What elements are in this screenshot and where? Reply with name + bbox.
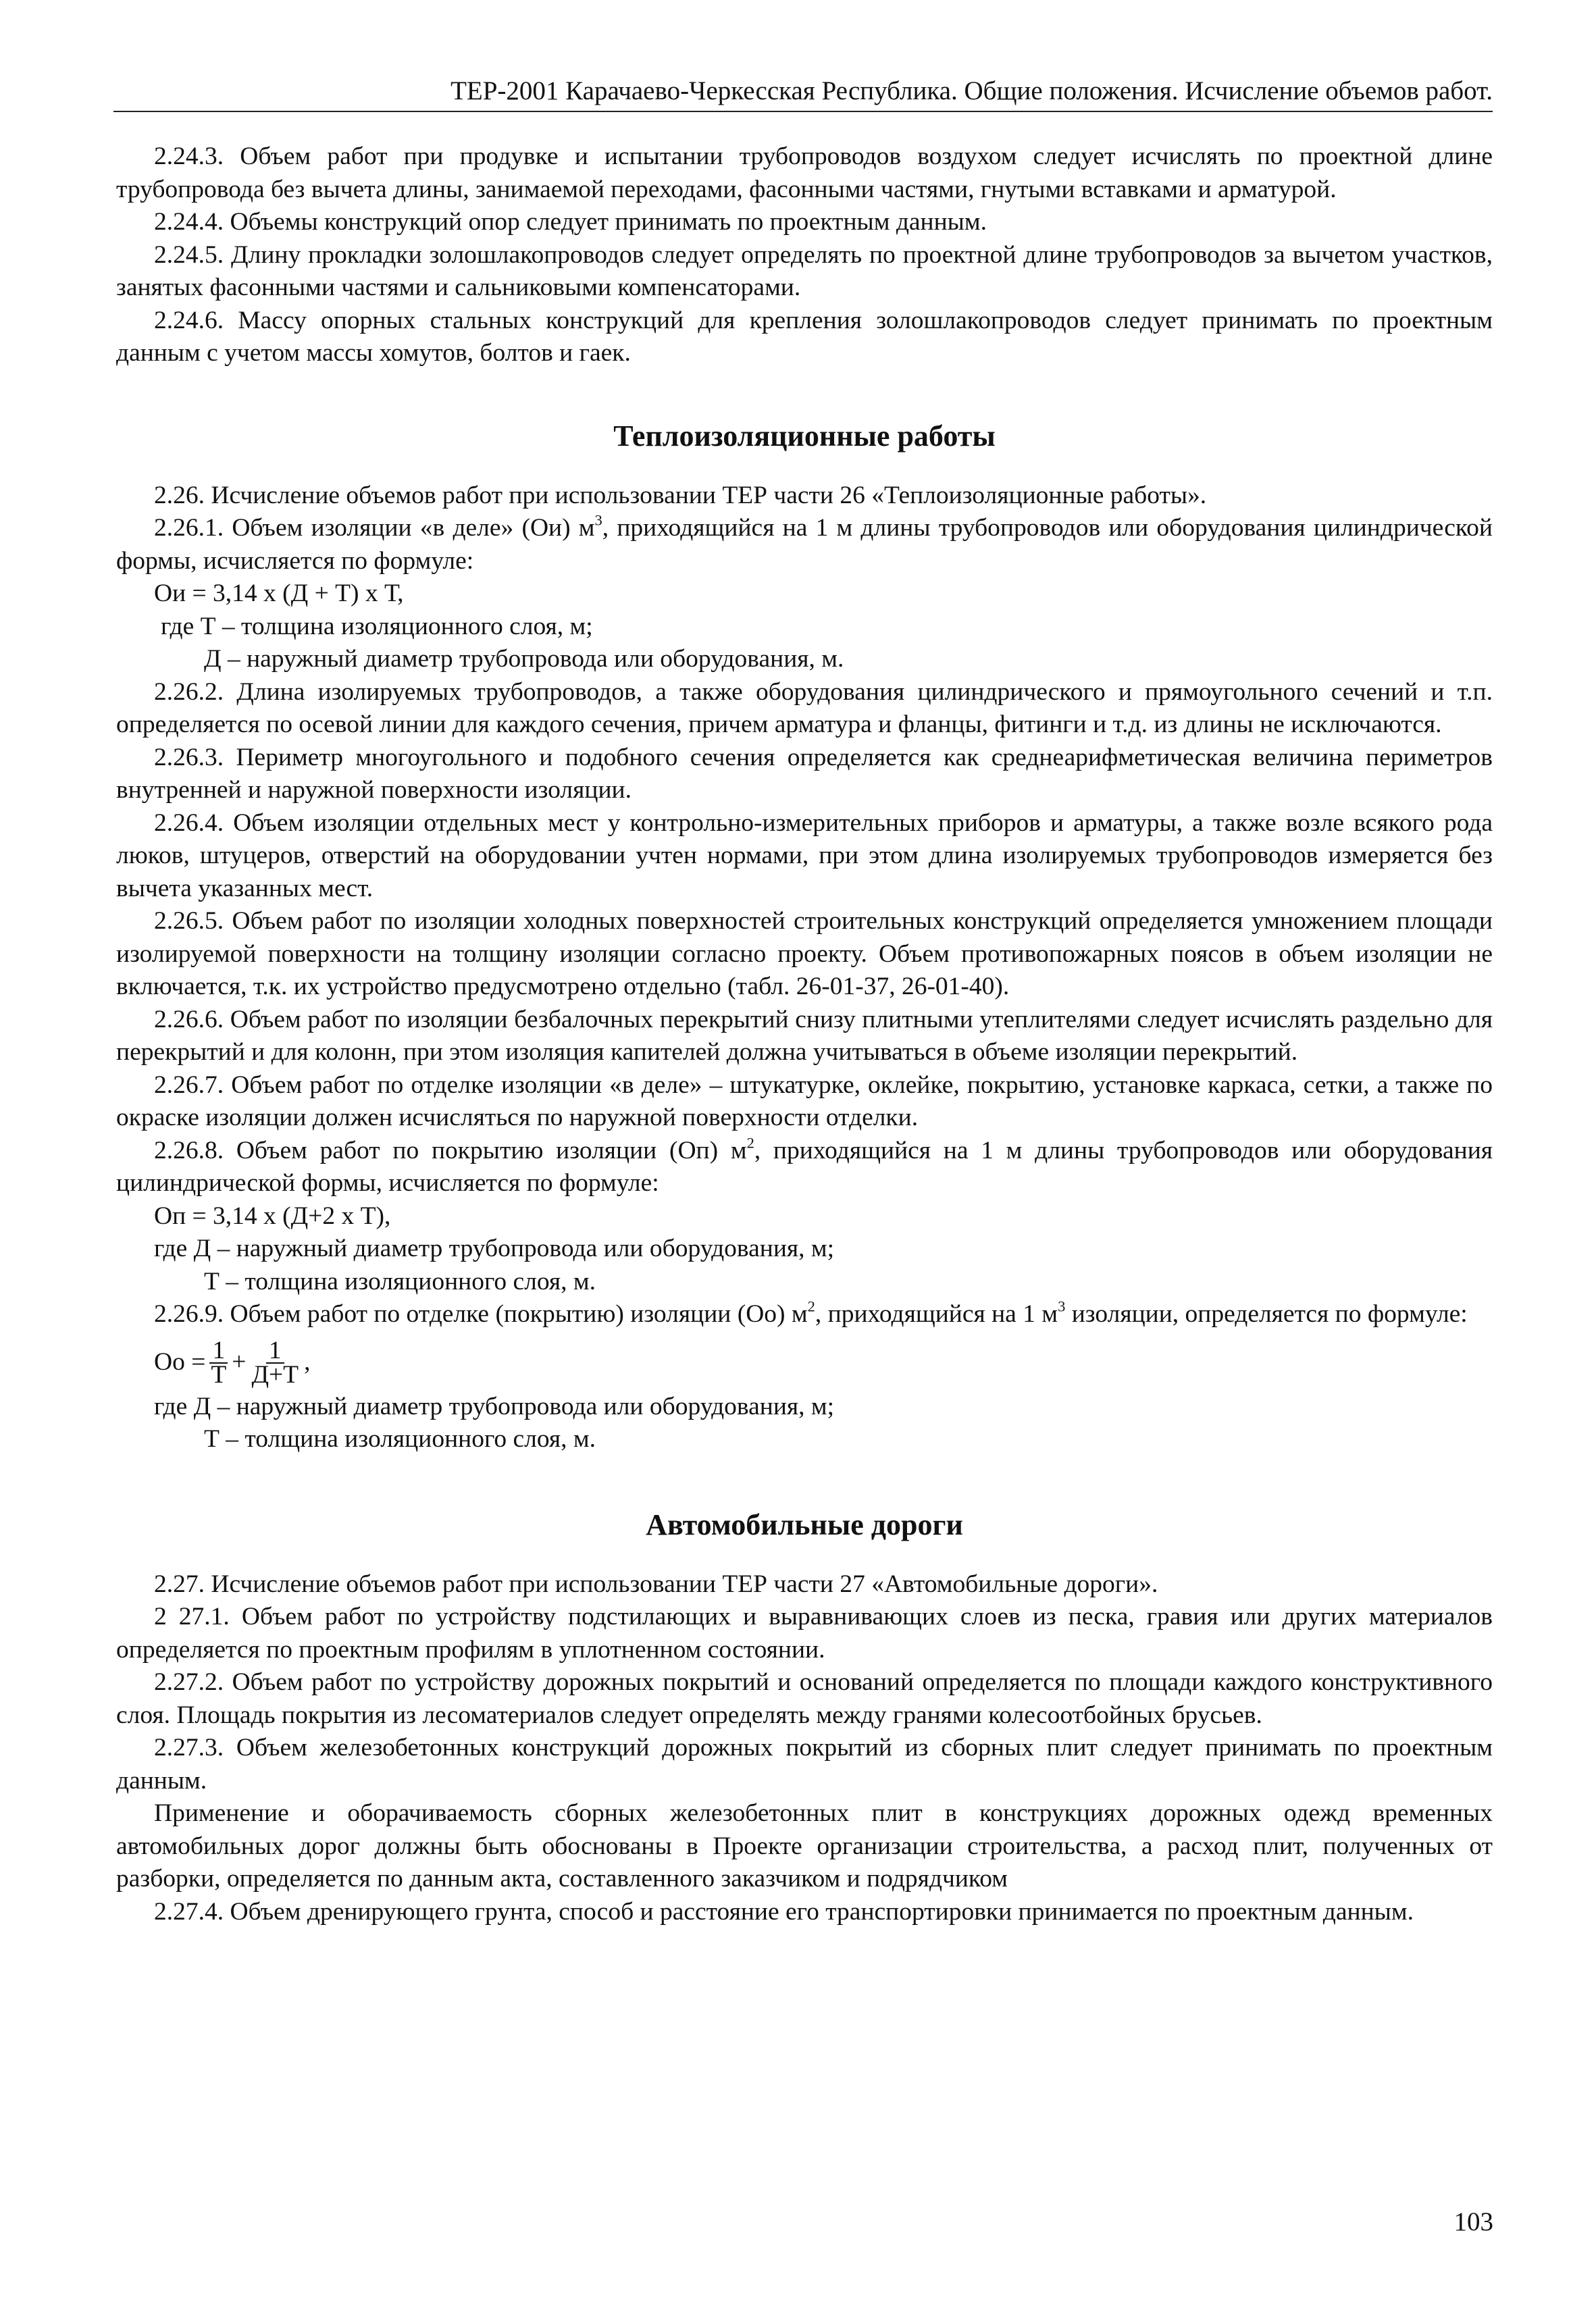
- formula-2: Оп = 3,14 х (Д+2 х Т),: [154, 1202, 391, 1230]
- page-number: 103: [1453, 2207, 1493, 2236]
- paragraph-2-27-2: 2.27.2. Объем работ по устройству дорожных покрытий и оснований определяется по площади каждого конструктивного слоя. Площадь покрытия из лесоматериалов следует определять между гранями колесоотбойных брусьев.: [116, 1668, 1493, 1729]
- formula-1-where-2: Д – наружный диаметр трубопровода или оборудования, м.: [204, 645, 844, 673]
- paragraph-2-27-3: 2.27.3. Объем железобетонных конструкций дорожных покрытий из сборных плит следует принимать по проектным данным.: [116, 1734, 1493, 1795]
- paragraph-2-26-4: 2.26.4. Объем изоляции отдельных мест у контрольно-измерительных приборов и арматуры, а также возле всякого рода люков, штуцеров, отверстий на оборудовании учтен нормами, при этом длина изолируемых трубопроводов измеряется без вычета указанных мест.: [116, 808, 1493, 902]
- paragraph-2-24-5: 2.24.5. Длину прокладки золошлакопроводов следует определять по проектной длине трубопроводов за вычетом участков, занятых фасонными частями и сальниковыми компенсаторами.: [116, 240, 1493, 301]
- paragraph-2-24-6: 2.24.6. Массу опорных стальных конструкций для крепления золошлакопроводов следует принимать по проектным данным с учетом массы хомутов, болтов и гаек.: [116, 306, 1493, 367]
- formula-3: [116, 1335, 1493, 1391]
- paragraph-2-26: 2.26. Исчисление объемов работ при использовании ТЕР части 26 «Теплоизоляционные работы».: [154, 481, 1207, 509]
- fraction-2: [249, 1336, 301, 1389]
- text-run: 2.26.8. Объем работ по покрытию изоляции (Оп) м: [154, 1136, 747, 1164]
- text-run: , приходящийся на 1 м: [815, 1300, 1058, 1328]
- formula-3-where-2: Т – толщина изоляционного слоя, м.: [204, 1425, 596, 1453]
- paragraph-2-27-3-continued: Применение и оборачиваемость сборных железобетонных плит в конструкциях дорожных одежд временных автомобильных дорог должны быть обоснованы в Проекте организации строительства, а расход плит, полученных от разборки, определяется по данным акта, составленного заказчиком и подрядчиком: [116, 1799, 1493, 1893]
- paragraph-2-24-4: 2.24.4. Объемы конструкций опор следует принимать по проектным данным.: [154, 208, 987, 236]
- paragraph-2-24-3: 2.24.3. Объем работ при продувке и испытании трубопроводов воздухом следует исчислять по проектной длине трубопровода без вычета длины, занимаемой переходами, фасонными частями, гнутыми вставками и арматурой.: [116, 143, 1493, 203]
- fraction-2-denominator: Д+Т: [251, 1360, 299, 1389]
- paragraph-2-26-5: 2.26.5. Объем работ по изоляции холодных поверхностей строительных конструкций определяется умножением площади изолируемой поверхности на толщину изоляции согласно проекту. Объем противопожарных поясов в объем изоляции не включается, т.к. их устройство предусмотрено отдельно (табл. 26-01-37, 26-01-40).: [116, 907, 1493, 1000]
- paragraph-2-26-7: 2.26.7. Объем работ по отделке изоляции «в деле» – штукатурке, оклейке, покрытию, установке каркаса, сетки, а также по окраске изоляции должен исчисляться по наружной поверхности отделки.: [116, 1071, 1493, 1131]
- formula-2-where-1: где Д – наружный диаметр трубопровода или оборудования, м;: [154, 1235, 835, 1262]
- paragraph-2-27-1: 2 27.1. Объем работ по устройству подстилающих и выравнивающих слоев из песка, гравия или других материалов определяется по проектным профилям в уплотненном состоянии.: [116, 1603, 1493, 1664]
- paragraph-2-27: 2.27. Исчисление объемов работ при использовании ТЕР части 27 «Автомобильные дороги».: [154, 1570, 1158, 1598]
- fraction-1-denominator: Т: [211, 1360, 227, 1389]
- section-heading-thermal-insulation: Теплоизоляционные работы: [613, 419, 996, 453]
- fraction-2-numerator: 1: [266, 1339, 284, 1364]
- fraction-1-numerator: 1: [209, 1339, 228, 1364]
- text-run: , приходящийся на 1 м длины трубопроводов или оборудования цилиндрической формы, исчисляется по формуле:: [116, 1136, 1493, 1197]
- text-run: изоляции, определяется по формуле:: [1065, 1300, 1468, 1328]
- running-header: ТЕР-2001 Карачаево-Черкесская Республика. Общие положения. Исчисление объемов работ.: [113, 74, 1493, 112]
- fraction-1: [208, 1336, 229, 1389]
- paragraph-2-26-9: [116, 1298, 1493, 1331]
- paragraph-2-27-4: 2.27.4. Объем дренирующего грунта, способ и расстояние его транспортировки принимается по проектным данным.: [154, 1897, 1414, 1926]
- section-heading-highways: Автомобильные дороги: [646, 1508, 963, 1541]
- superscript: 2: [746, 1133, 754, 1151]
- formula-3-comma: ,: [304, 1348, 311, 1377]
- paragraph-2-26-6: 2.26.6. Объем работ по изоляции безбалочных перекрытий снизу плитными утеплителями следует исчислять раздельно для перекрытий и для колонн, при этом изоляция капителей должна учитываться в объеме изоляции перекрытий.: [116, 1005, 1493, 1066]
- formula-3-lhs: Оо =: [154, 1348, 206, 1377]
- superscript: 2: [807, 1297, 815, 1315]
- text-run: , приходящийся на 1 м длины трубопроводов или оборудования цилиндрической формы, исчисляется по формуле:: [116, 514, 1493, 575]
- formula-3-plus: +: [232, 1348, 247, 1377]
- paragraph-2-26-3: 2.26.3. Периметр многоугольного и подобного сечения определяется как среднеарифметическая величина периметров внутренней и наружной поверхности изоляции.: [116, 743, 1493, 804]
- paragraph-2-26-8: [116, 1135, 1493, 1200]
- superscript: 3: [594, 511, 602, 529]
- formula-1: Ои = 3,14 х (Д + Т) х Т,: [154, 580, 404, 607]
- formula-3-where-1: где Д – наружный диаметр трубопровода или оборудования, м;: [154, 1392, 835, 1420]
- paragraph-2-26-2: 2.26.2. Длина изолируемых трубопроводов, а также оборудования цилиндрического и прямоугольного сечений и т.п. определяется по осевой линии для каждого сечения, причем арматура и фланцы, фитинги и т.д. из длины не исключаются.: [116, 677, 1493, 738]
- text-run: 2.26.9. Объем работ по отделке (покрытию) изоляции (Оо) м: [154, 1300, 808, 1328]
- formula-2-where-2: Т – толщина изоляционного слоя, м.: [204, 1267, 596, 1295]
- text-run: 2.26.1. Объем изоляции «в деле» (Ои) м: [154, 514, 595, 542]
- superscript: 3: [1058, 1297, 1066, 1315]
- paragraph-2-26-1: [116, 512, 1493, 577]
- document-body: [116, 140, 1493, 1928]
- formula-1-where-1: где Т – толщина изоляционного слоя, м;: [161, 612, 593, 640]
